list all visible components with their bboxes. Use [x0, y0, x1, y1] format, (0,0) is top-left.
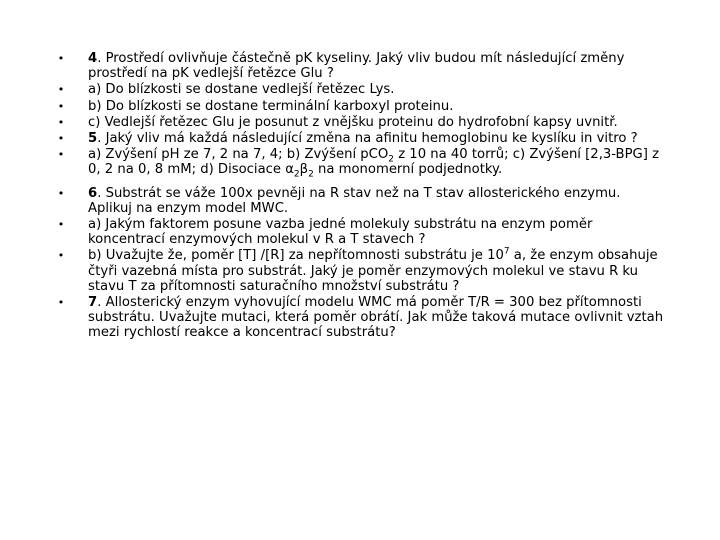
item-text: a, že enzym obsahuje čtyři vazebná místa pro substrát. Jaký je poměr enzymových molekul ve stavu R ku stavu T za přítomnosti saturačního množství substrátu ? [88, 248, 658, 294]
list-item [56, 186, 666, 216]
bullet: • [57, 52, 65, 65]
question-number: 4 [88, 51, 98, 66]
bullet: • [57, 83, 65, 97]
item-text: . Substrát se váže 100x pevněji na R stav než na T stav allosterického enzymu. Aplikuj na enzym model MWC. [88, 185, 621, 216]
bullet: • [57, 218, 65, 232]
question-number: 6 [88, 185, 98, 201]
subscript: 2 [388, 154, 394, 165]
list-item [56, 51, 666, 81]
superscript: 7 [503, 247, 510, 258]
list-item [56, 82, 666, 97]
bullet: • [57, 115, 65, 129]
item-text: z 10 na 40 torrů; c) Zvýšení [2,3-BPG] z 0, 2 na 0, 8 mM; d) Disociace α [88, 147, 660, 178]
subscript: 2 [293, 170, 300, 181]
question-number: 7 [88, 295, 98, 311]
question-number: 5 [88, 131, 98, 147]
item-text: a) Zvýšení pH ze 7, 2 na 7, 4; b) Zvýšení pCO [88, 147, 389, 163]
item-text: b) Do blízkosti se dostane terminální karboxyl proteinu. [88, 98, 454, 114]
list-item [56, 99, 666, 114]
bullet: • [57, 99, 65, 113]
list-item [56, 295, 666, 341]
subscript: 2 [308, 170, 314, 181]
bullet: • [57, 186, 65, 200]
item-text: na monomerní podjednotky. [313, 162, 503, 178]
item-text: c) Vedlejší řetězec Glu je posunut z vnějšku proteinu do hydrofobní kapsy uvnitř. [88, 114, 618, 130]
item-text: β [299, 162, 309, 178]
list-item [56, 115, 666, 130]
list-item [56, 217, 666, 247]
item-text: a) Jakým faktorem posune vazba jedné molekuly substrátu na enzym poměr koncentrací enzymových molekul v R a T stavech ? [88, 217, 593, 248]
bullet: • [57, 296, 65, 310]
list-item [56, 131, 666, 146]
bullet: • [57, 148, 65, 162]
item-text: . Jaký vliv má každá následující změna na afinitu hemoglobinu ke kyslíku in vitro ? [97, 131, 638, 147]
bullet: • [57, 132, 65, 146]
item-text: b) Uvažujte že, poměr [T] /[R] za nepřítomnosti substrátu je 10 [88, 248, 504, 264]
item-text: . Allosterický enzym vyhovující modelu WMC má poměr T/R = 300 bez přítomnosti substrátu. Uvažujte mutaci, která poměr obrátí. Jak může taková mutace ovlivnit vztah mezi rychlostí reakce a koncentrací substrátu? [88, 295, 664, 341]
question-list [56, 51, 666, 342]
list-item [56, 147, 666, 181]
item-text: . Prostředí ovlivňuje částečně pK kyseliny. Jaký vliv budou mít následující změny prostředí na pK vedlejší řetězce Glu ? [88, 51, 625, 82]
list-item [56, 248, 666, 294]
item-text: a) Do blízkosti se dostane vedlejší řetězec Lys. [88, 82, 395, 98]
bullet: • [57, 249, 65, 263]
